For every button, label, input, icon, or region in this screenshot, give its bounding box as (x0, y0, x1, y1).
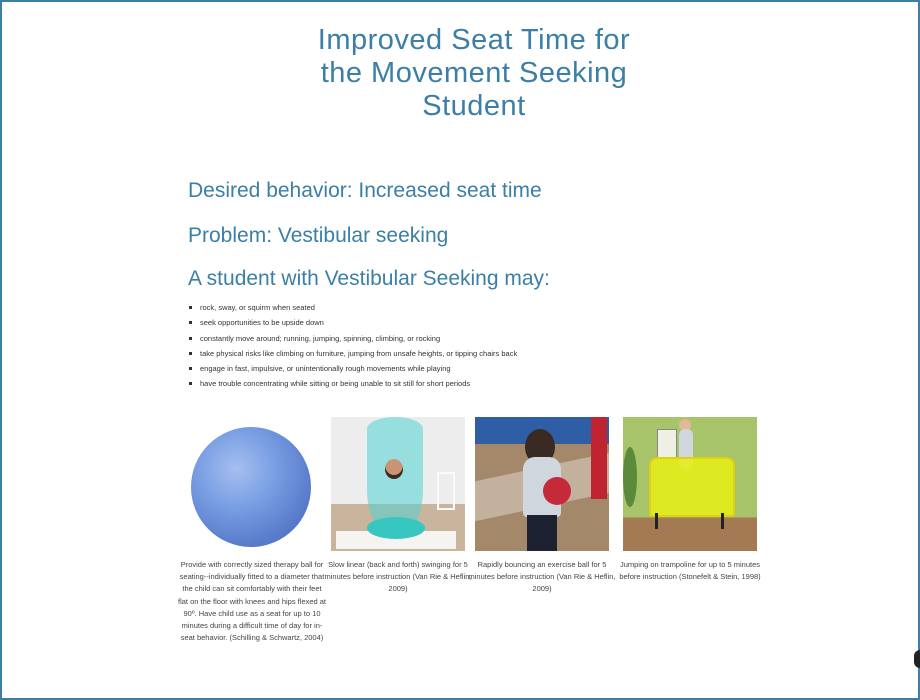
title-line-1: Improved Seat Time for (317, 24, 631, 56)
side-handle[interactable] (914, 650, 920, 668)
therapy-ball-image (185, 417, 319, 551)
title-line-3: Student (422, 90, 526, 122)
title-line-2: the Movement Seeking (320, 57, 628, 89)
slide-title (272, 24, 676, 123)
card-caption: Jumping on trampoline for up to 5 minutes before instruction (Stonefelt & Stein, 1998) (619, 560, 761, 582)
list-item: take physical risks like climbing on furniture, jumping from unsafe heights, or tipping chairs back (188, 346, 517, 361)
intervention-card-swing (324, 417, 472, 596)
list-item: constantly move around; running, jumping, spinning, climbing, or rocking (188, 331, 517, 346)
list-item: engage in fast, impulsive, or unintentionally rough movements while playing (188, 361, 517, 376)
list-item: seek opportunities to be upside down (188, 315, 517, 330)
card-caption: Rapidly bouncing an exercise ball for 5 minutes before instruction (Van Rie & Heflin, 2009) (468, 560, 616, 594)
list-item: rock, sway, or squirm when seated (188, 300, 517, 315)
problem-heading: Problem: Vestibular seeking (188, 224, 449, 247)
intervention-card-trampoline (616, 417, 764, 583)
pod-swing-image (331, 417, 465, 551)
card-caption: Provide with correctly sized therapy ball for seating--individually fitted to a diameter that the child can sit comfortably with their feet flat on the floor with knees and hips flexed at 90º. Have child use as a seat for up to 10 minutes during a difficult time of day for in-seat behavior. (Schilling & Schwartz, 2004) (178, 560, 327, 643)
card-caption: Slow linear (back and forth) swinging for 5 minutes before instruction (Van Rie & Heflin, 2009) (324, 560, 472, 594)
intervention-card-bouncing-ball (468, 417, 616, 596)
symptom-list (188, 300, 517, 392)
symptoms-heading: A student with Vestibular Seeking may: (188, 267, 550, 290)
bouncing-ball-image (475, 417, 609, 551)
intervention-card-therapy-ball (178, 417, 326, 644)
trampoline-image (623, 417, 757, 551)
desired-behavior-heading: Desired behavior: Increased seat time (188, 179, 542, 202)
list-item: have trouble concentrating while sitting or being unable to sit still for short periods (188, 376, 517, 391)
